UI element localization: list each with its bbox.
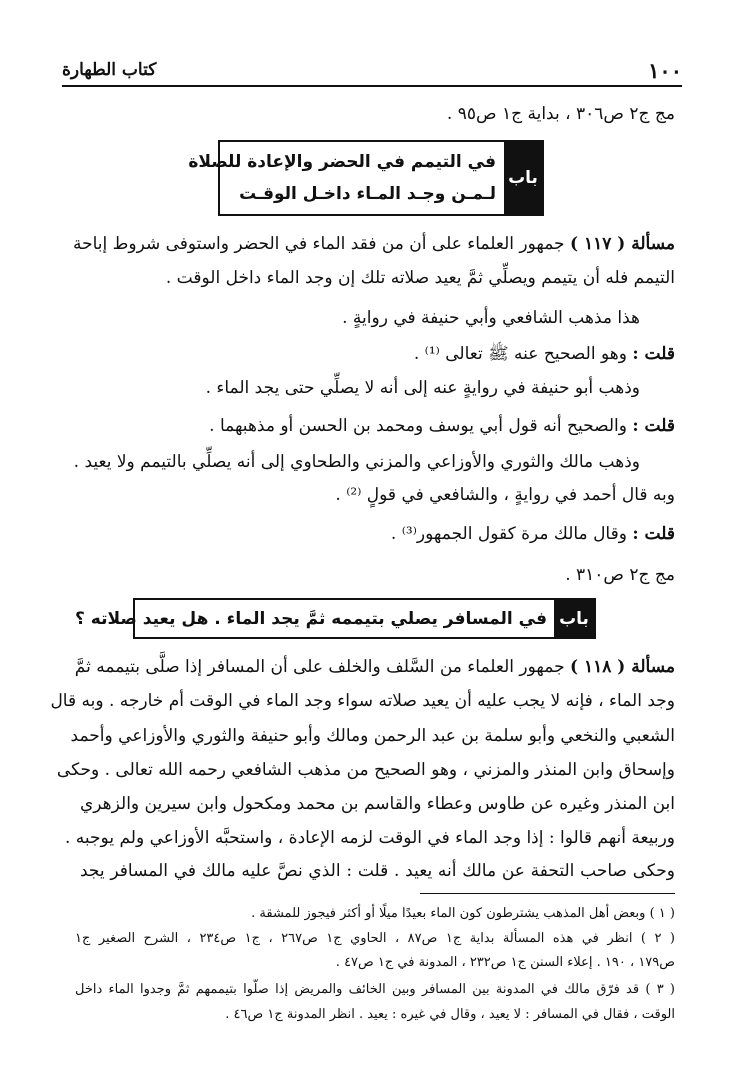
issue-label: مسألة ( ١١٧ ) [569, 234, 675, 254]
chapter-heading-box [75, 598, 596, 639]
paragraph-line: وحكى صاحب التحفة عن مالك أنه يعيد . قلت : الذي نصَّ عليه مالك في المسافر يجد [80, 861, 675, 881]
reference-line: مج ج٢ ص٣٠٦ ، بداية ج١ ص٩٥ . [446, 104, 675, 124]
running-header [62, 58, 682, 86]
qultu-label: قلت : [632, 344, 675, 364]
paragraph-line: وذهب مالك والثوري والأوزاعي والمزني والطحاوي إلى أنه يصلِّي بالتيمم ولا يعيد . [73, 452, 640, 472]
chapter-title: في المسافر يصلي بتيممه ثمَّ يجد الماء . هل يعيد صلاته ؟ [75, 609, 547, 629]
footnote: ( ١ ) وبعض أهل المذهب يشترطون كون الماء بعيدًا ميلًا أو أكثر فيجوز للمشقة . [251, 906, 675, 921]
qultu-text: وقال مالك مرة كقول الجمهور⁽³⁾ . [390, 524, 627, 544]
paragraph-line: ابن المنذر وغيره عن طاوس وعطاء والقاسم بن محمد ومكحول وابن سيرين والزهري [80, 794, 675, 814]
qultu-label: قلت : [632, 524, 675, 544]
qultu-text: والصحيح أنه قول أبي يوسف ومحمد بن الحسن أو مذهبهما . [209, 416, 627, 436]
chapter-title-line2: لـمـن وجـد المـاء داخـل الوقـت [239, 184, 496, 204]
paragraph-line: التيمم فله أن يتيمم ويصلِّي ثمَّ يعيد صلاته تلك إن وجد الماء داخل الوقت . [165, 268, 675, 288]
footnote: ( ٢ ) انظر في هذه المسألة بداية ج١ ص٨٧ ، الحاوي ج١ ص٢٦٧ ، ج١ ص٢٣٤ ، الشرح الصغير ج١ [75, 931, 675, 946]
reference-line: مج ج٢ ص٣١٠ . [565, 565, 675, 585]
paragraph-line [391, 521, 675, 547]
issue-text: جمهور العلماء على أن من فقد الماء في الحضر واستوفى شروط إباحة [72, 234, 565, 254]
paragraph-line: هذا مذهب الشافعي وأبي حنيفة في روايةٍ . [342, 308, 640, 328]
paragraph-line: وربيعة أنهم قالوا : إذا وجد الماء في الوقت لزمه الإعادة ، واستحبَّه الأوزاعي ولم يوجبه . [65, 828, 675, 848]
paragraph-line: الشعبي والنخعي وأبو سلمة بن عبد الرحمن ومالك وأبو حنيفة والثوري والأوزاعي وأحمد [70, 726, 675, 746]
paragraph-line [209, 413, 675, 439]
issue-text: جمهور العلماء من السَّلف والخلف على أن المسافر إذا صلَّى بتيممه ثمَّ [74, 657, 565, 677]
footnote: ( ٣ ) قد فرّق مالك في المدونة بين المسافر وبين الخائف والمريض إذا صلّوا بتيممهم ثمَّ وجدوا الماء داخل [75, 982, 675, 997]
page-number: ١٠٠ [648, 58, 682, 83]
book-title: كتاب الطهارة [62, 60, 157, 80]
footnote-separator [420, 893, 675, 894]
paragraph-line: وجد الماء ، فإنه لا يجب عليه أن يعيد صلاته سواء وجد الماء في الوقت أم خارجه . وبه قال [50, 691, 675, 711]
paragraph-line: وبه قال أحمد في روايةٍ ، والشافعي في قولٍ ⁽²⁾ . [335, 485, 675, 505]
chapter-title-line1: في التيمم في الحضر والإعادة للصلاة [188, 152, 496, 172]
chapter-heading-box [188, 140, 544, 216]
footnote: ص١٧٩ ، ١٩٠ . إعلاء السنن ج١ ص٢٣٢ ، المدونة في ج١ ص٤٧ . [335, 955, 675, 970]
qultu-label: قلت : [632, 416, 675, 436]
paragraph-line: وإسحاق وابن المنذر والمزني ، وهو الصحيح من مذهب الشافعي رحمه الله تعالى . وحكى [56, 760, 675, 780]
footnote: الوقت ، فقال في المسافر : لا يعيد ، وقال في غيره : يعيد . انظر المدونة ج١ ص٤٦ . [225, 1007, 675, 1022]
paragraph-line: وذهب أبو حنيفة في روايةٍ عنه إلى أنه لا يصلِّي حتى يجد الماء . [205, 378, 640, 398]
paragraph-line [414, 341, 675, 367]
chapter-label: باب [554, 600, 594, 637]
paragraph-line [72, 231, 675, 257]
chapter-label: باب [504, 142, 542, 214]
header-rule [62, 85, 682, 87]
issue-label: مسألة ( ١١٨ ) [569, 657, 675, 677]
qultu-text: وهو الصحيح عنه ﷺ تعالى ⁽¹⁾ . [413, 344, 627, 364]
paragraph-line [74, 654, 675, 680]
